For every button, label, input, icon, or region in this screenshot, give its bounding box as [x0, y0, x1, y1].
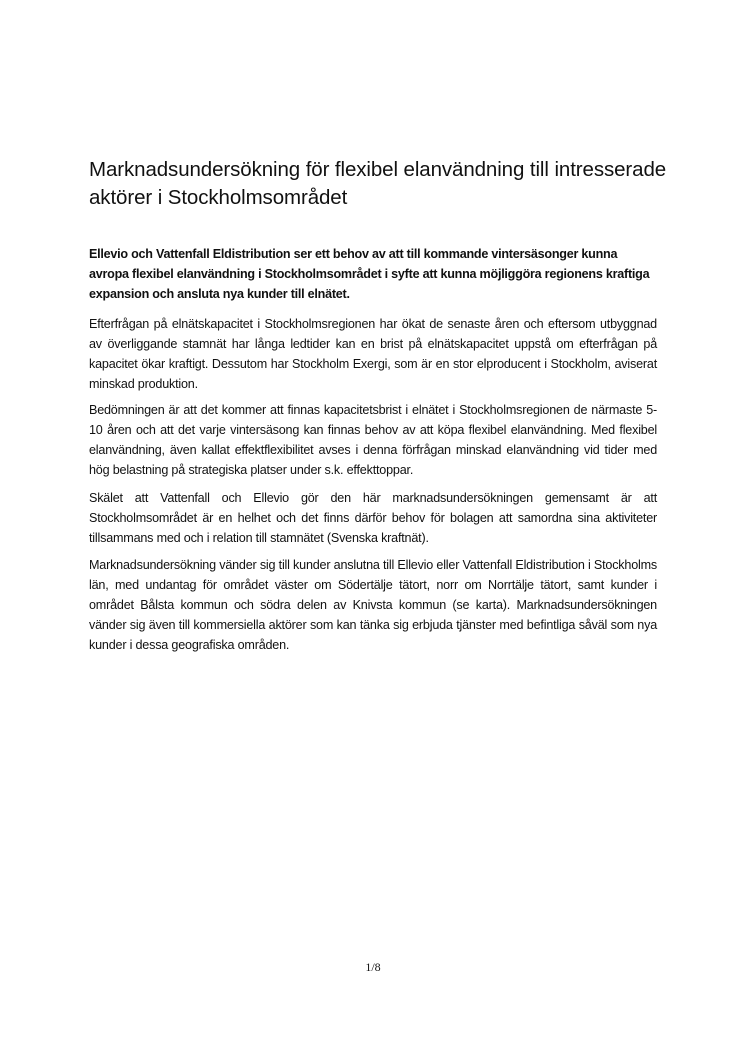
body-paragraph-1: Efterfrågan på elnätskapacitet i Stockholmsregionen har ökat de senaste åren och eftersom utbyggnad av överliggande stamnät har långa ledtider kan en brist på elnätskapacitet uppstå om efterfrågan på kapacitet ökar kraftigt. Dessutom har Stockholm Exergi, som är en stor elproducent i Stockholm, aviserat minskad produktion.	[89, 317, 657, 391]
page-number: 1/8	[365, 960, 381, 974]
body-paragraph-3: Skälet att Vattenfall och Ellevio gör den här marknadsundersökningen gemensamt är att Stockholmsområdet är en helhet och det finns därför behov för bolagen att samordna sina aktiviteter tillsammans med och i relation till stamnätet (Svenska kraftnät).	[89, 491, 657, 545]
document-title: Marknadsundersökning för flexibel elanvändning till intresserade aktörer i Stockholmsområdet	[89, 158, 667, 209]
body-paragraph-2: Bedömningen är att det kommer att finnas kapacitetsbrist i elnätet i Stockholmsregionen de närmaste 5-10 åren och att det varje vintersäsong kan finnas behov av att köpa flexibel elanvändning. Med flexibel elanvändning, även kallat effektflexibilitet avses i denna förfrågan minskad elanvändning vid tider med hög belastning på strategiska platser under s.k. effekttoppar.	[89, 403, 657, 477]
body-paragraph-4: Marknadsundersökning vänder sig till kunder anslutna till Ellevio eller Vattenfall Eldistribution i Stockholms län, med undantag för området väster om Södertälje tätort, norr om Norrtälje tätort, samt kunder i området Bålsta kommun och södra delen av Knivsta kommun (se karta). Marknadsundersökningen vänder sig även till kommersiella aktörer som kan tänka sig erbjuda tjänster med befintliga såväl som nya kunder i dessa geografiska områden.	[89, 558, 657, 652]
lead-paragraph: Ellevio och Vattenfall Eldistribution ser ett behov av att till kommande vintersäsonger kunna avropa flexibel elanvändning i Stockholmsområdet i syfte att kunna möjliggöra regionens kraftiga expansion och ansluta nya kunder till elnätet.	[89, 247, 650, 301]
